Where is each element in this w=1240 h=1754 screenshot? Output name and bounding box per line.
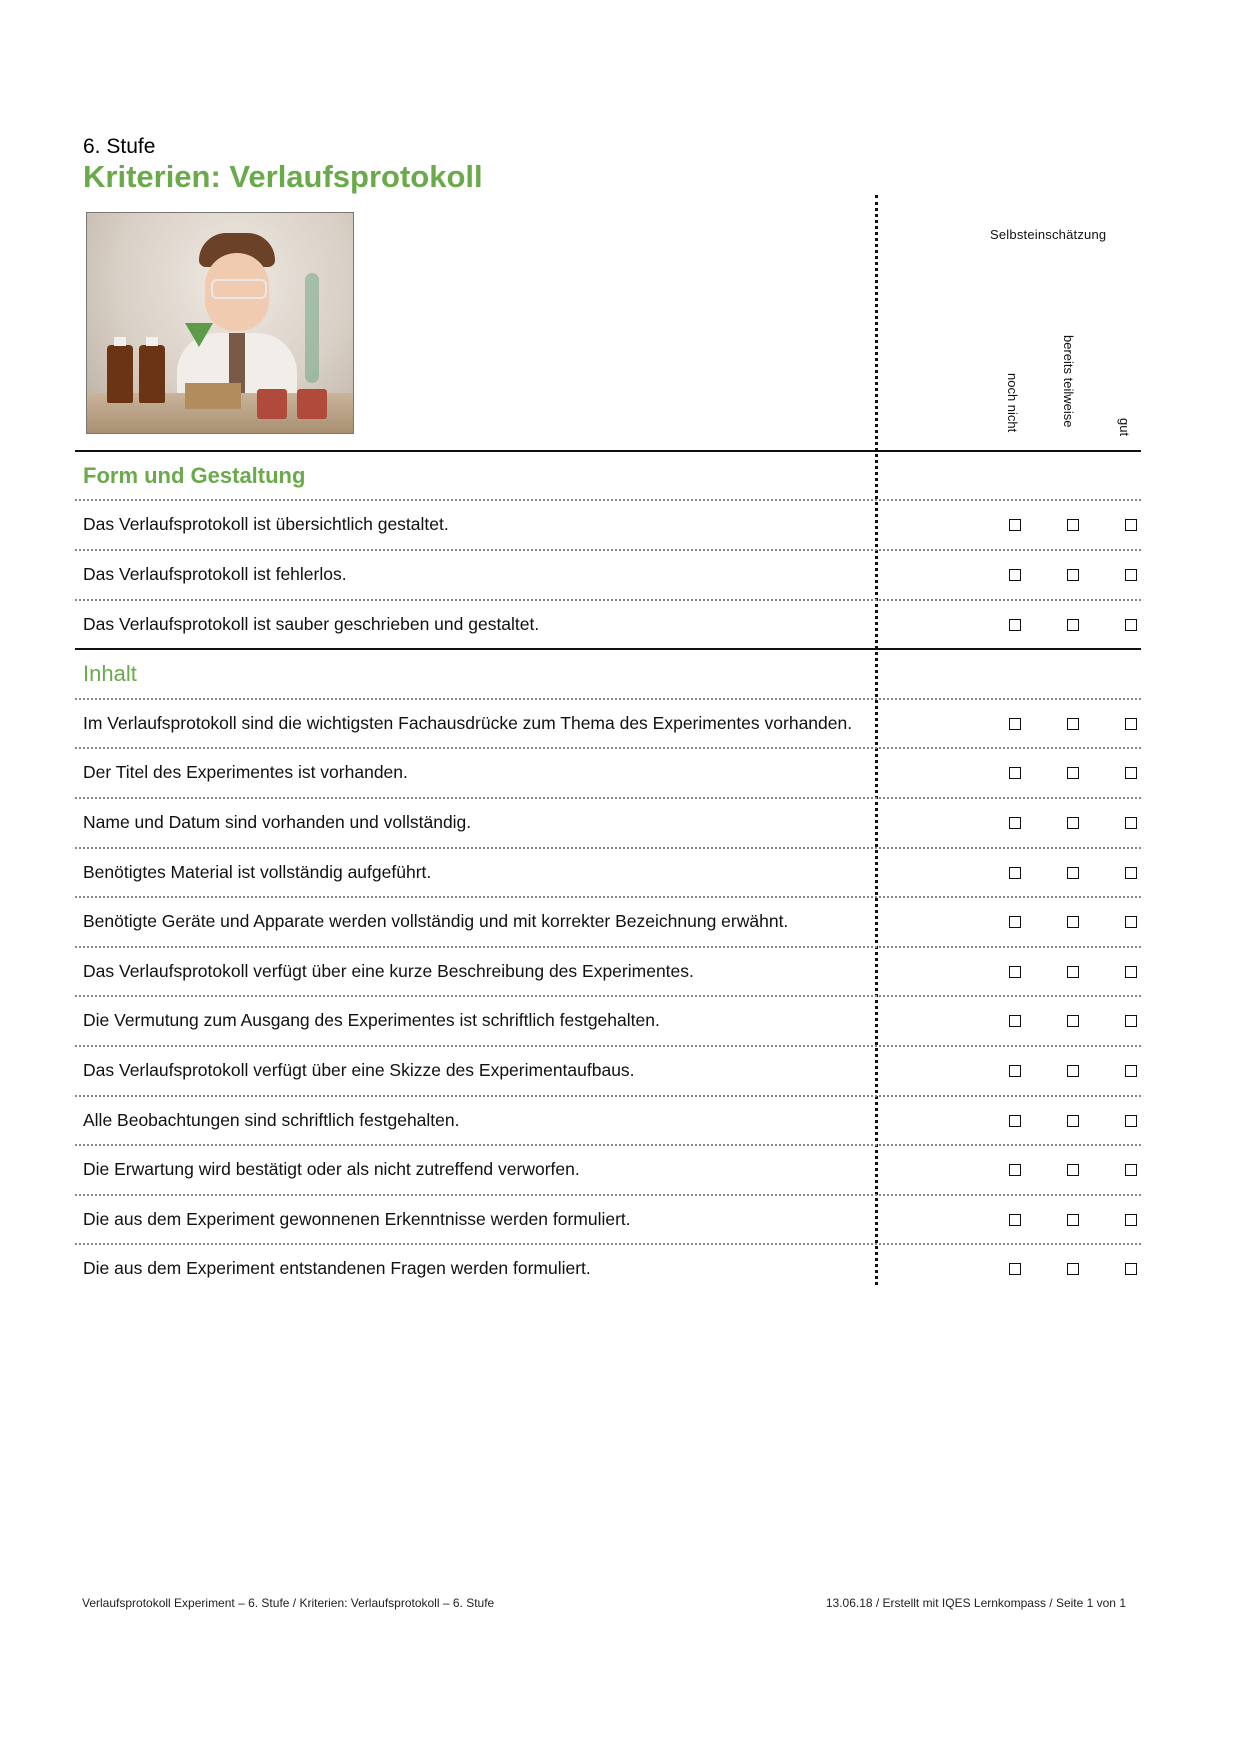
row-divider [75, 1095, 1141, 1097]
column-header-bereits-teilweise: bereits teilweise [1061, 335, 1076, 428]
row-divider [75, 549, 1141, 551]
rating-checkbox-bereits-teilweise[interactable] [1067, 817, 1079, 829]
rating-checkbox-bereits-teilweise[interactable] [1067, 519, 1079, 531]
rating-checkbox-noch-nicht[interactable] [1009, 1015, 1021, 1027]
rating-checkbox-bereits-teilweise[interactable] [1067, 1115, 1079, 1127]
rating-checkbox-gut[interactable] [1125, 718, 1137, 730]
rating-checkbox-bereits-teilweise[interactable] [1067, 1214, 1079, 1226]
row-divider [75, 995, 1141, 997]
level-label: 6. Stufe [83, 135, 156, 158]
criterion-text: Benötigtes Material ist vollständig aufgeführt. [83, 862, 432, 882]
column-header-gut: gut [1117, 418, 1132, 437]
row-divider [75, 847, 1141, 849]
rating-checkbox-gut[interactable] [1125, 767, 1137, 779]
rating-checkbox-bereits-teilweise[interactable] [1067, 569, 1079, 581]
rating-checkbox-noch-nicht[interactable] [1009, 1115, 1021, 1127]
rating-checkbox-gut[interactable] [1125, 867, 1137, 879]
criterion-text: Alle Beobachtungen sind schriftlich festgehalten. [83, 1110, 460, 1130]
rating-checkbox-bereits-teilweise[interactable] [1067, 1164, 1079, 1176]
rating-checkbox-noch-nicht[interactable] [1009, 1263, 1021, 1275]
section-divider [75, 450, 1141, 452]
row-divider [75, 946, 1141, 948]
rating-checkbox-bereits-teilweise[interactable] [1067, 619, 1079, 631]
criterion-text: Das Verlaufsprotokoll verfügt über eine kurze Beschreibung des Experimentes. [83, 961, 694, 981]
rating-checkbox-gut[interactable] [1125, 519, 1137, 531]
section-title: Inhalt [83, 661, 137, 686]
rating-checkbox-gut[interactable] [1125, 1065, 1137, 1077]
rating-checkbox-noch-nicht[interactable] [1009, 619, 1021, 631]
criterion-text: Die Vermutung zum Ausgang des Experimentes ist schriftlich festgehalten. [83, 1010, 660, 1030]
row-divider [75, 896, 1141, 898]
row-divider [75, 1045, 1141, 1047]
rating-checkbox-gut[interactable] [1125, 1115, 1137, 1127]
criterion-text: Die Erwartung wird bestätigt oder als nicht zutreffend verworfen. [83, 1159, 580, 1179]
rating-checkbox-gut[interactable] [1125, 1015, 1137, 1027]
rating-checkbox-bereits-teilweise[interactable] [1067, 916, 1079, 928]
criterion-text: Name und Datum sind vorhanden und vollständig. [83, 812, 472, 832]
self-assessment-label: Selbsteinschätzung [990, 227, 1107, 242]
rating-checkbox-bereits-teilweise[interactable] [1067, 767, 1079, 779]
rating-checkbox-bereits-teilweise[interactable] [1067, 1065, 1079, 1077]
rating-checkbox-gut[interactable] [1125, 569, 1137, 581]
rating-checkbox-noch-nicht[interactable] [1009, 718, 1021, 730]
row-divider [75, 698, 1141, 700]
section-title: Form und Gestaltung [83, 463, 306, 488]
row-divider [75, 1144, 1141, 1146]
rating-checkbox-bereits-teilweise[interactable] [1067, 1263, 1079, 1275]
rating-checkbox-noch-nicht[interactable] [1009, 966, 1021, 978]
row-divider [75, 747, 1141, 749]
rating-checkbox-bereits-teilweise[interactable] [1067, 1015, 1079, 1027]
column-header-noch-nicht: noch nicht [1005, 373, 1020, 433]
criterion-text: Im Verlaufsprotokoll sind die wichtigsten Fachausdrücke zum Thema des Experimentes vorhanden. [83, 713, 853, 733]
row-divider [75, 1243, 1141, 1245]
criterion-text: Benötigte Geräte und Apparate werden vollständig und mit korrekter Bezeichnung erwähnt. [83, 911, 789, 931]
rating-checkbox-gut[interactable] [1125, 817, 1137, 829]
criterion-text: Das Verlaufsprotokoll ist fehlerlos. [83, 564, 347, 584]
rating-checkbox-gut[interactable] [1125, 966, 1137, 978]
rating-checkbox-noch-nicht[interactable] [1009, 867, 1021, 879]
rating-checkbox-gut[interactable] [1125, 1214, 1137, 1226]
criterion-text: Die aus dem Experiment entstandenen Fragen werden formuliert. [83, 1258, 591, 1278]
rating-checkbox-noch-nicht[interactable] [1009, 817, 1021, 829]
row-divider [75, 1194, 1141, 1196]
rating-checkbox-gut[interactable] [1125, 1263, 1137, 1275]
row-divider [75, 499, 1141, 501]
rating-column-divider [875, 195, 878, 1285]
rating-checkbox-gut[interactable] [1125, 619, 1137, 631]
rating-checkbox-noch-nicht[interactable] [1009, 1065, 1021, 1077]
criterion-text: Das Verlaufsprotokoll ist sauber geschrieben und gestaltet. [83, 614, 540, 634]
row-divider [75, 599, 1141, 601]
criterion-text: Das Verlaufsprotokoll ist übersichtlich gestaltet. [83, 514, 449, 534]
footer-page-info: 13.06.18 / Erstellt mit IQES Lernkompass / Seite 1 von 1 [825, 1596, 1126, 1610]
criterion-text: Der Titel des Experimentes ist vorhanden. [83, 762, 408, 782]
section-divider [75, 648, 1141, 650]
criterion-text: Die aus dem Experiment gewonnenen Erkenntnisse werden formuliert. [83, 1209, 631, 1229]
rating-checkbox-noch-nicht[interactable] [1009, 1214, 1021, 1226]
rating-checkbox-bereits-teilweise[interactable] [1067, 867, 1079, 879]
rating-checkbox-gut[interactable] [1125, 916, 1137, 928]
rating-checkbox-noch-nicht[interactable] [1009, 519, 1021, 531]
rating-checkbox-noch-nicht[interactable] [1009, 916, 1021, 928]
rating-checkbox-noch-nicht[interactable] [1009, 1164, 1021, 1176]
rating-checkbox-noch-nicht[interactable] [1009, 569, 1021, 581]
rating-checkbox-noch-nicht[interactable] [1009, 767, 1021, 779]
row-divider [75, 797, 1141, 799]
rating-checkbox-bereits-teilweise[interactable] [1067, 718, 1079, 730]
criterion-text: Das Verlaufsprotokoll verfügt über eine Skizze des Experimentaufbaus. [83, 1060, 635, 1080]
footer-document-path: Verlaufsprotokoll Experiment – 6. Stufe / Kriterien: Verlaufsprotokoll – 6. Stufe [82, 1596, 495, 1610]
boy-scientist-photo [86, 212, 354, 434]
rating-checkbox-gut[interactable] [1125, 1164, 1137, 1176]
rating-checkbox-bereits-teilweise[interactable] [1067, 966, 1079, 978]
page-title: Kriterien: Verlaufsprotokoll [83, 159, 483, 194]
